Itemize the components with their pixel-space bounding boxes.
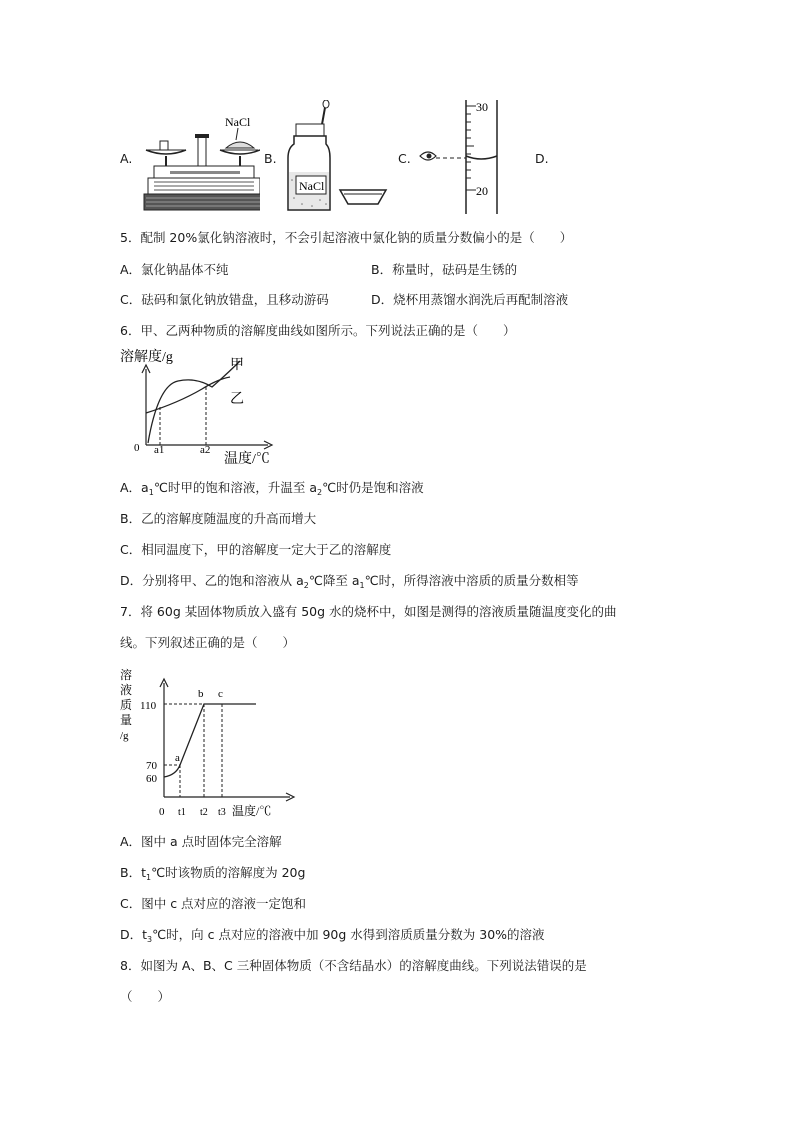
chart-origin-label: 0	[134, 442, 140, 454]
chart-x-label: 温度/℃	[224, 452, 270, 465]
balance-scale-figure	[140, 108, 260, 214]
x-axis-label: 温度/℃	[232, 804, 272, 818]
point-b-label: b	[198, 688, 204, 700]
graduated-cylinder-figure	[414, 98, 504, 216]
q6-option-b: B．乙的溶解度随温度的升高而增大	[120, 511, 317, 526]
series-jia-label: 甲	[230, 358, 244, 373]
y-label-char-1: 溶	[120, 668, 133, 682]
option-d-label: D.	[535, 151, 549, 166]
bottle-nacl-label: NaCl	[299, 179, 325, 193]
q6-option-a: A．$a_1℃$时甲的饱和溶液，升温至 $a_2℃$时仍是饱和溶液	[120, 480, 424, 497]
y-label-unit: /g	[120, 730, 129, 742]
solution-mass-curve	[164, 704, 256, 777]
question-8-bracket: （ ）	[120, 989, 171, 1004]
option-c-label: C.	[398, 151, 411, 166]
balance-nacl-label: NaCl	[225, 115, 251, 129]
reagent-bottle-figure	[282, 100, 392, 214]
q7-option-a: A．图中 a 点时固体完全溶解	[120, 834, 282, 849]
series-yi-label: 乙	[230, 392, 244, 407]
q6-option-d: D．分别将甲、乙的饱和溶液从 $a_2℃$降至 $a_1℃$时，所得溶液中溶质的质量分数相等	[120, 573, 579, 590]
option-a-label: A.	[120, 151, 133, 166]
tick-a1-label: a1	[154, 444, 165, 456]
x-tick-t3: t3	[218, 807, 226, 818]
q5-option-a: A．氯化钠晶体不纯	[120, 262, 229, 277]
option-b-label: B.	[264, 151, 277, 166]
solution-mass-chart	[118, 665, 298, 820]
y-tick-70: 70	[146, 760, 157, 772]
question-7-stem-line1: 7．将 60g 某固体物质放入盛有 50g 水的烧杯中，如图是测得的溶液质量随温度变化的曲	[120, 604, 617, 619]
chart-y-label: 溶解度/g	[120, 350, 173, 365]
q5-option-d: D．烧杯用蒸馏水润洗后再配制溶液	[371, 292, 569, 307]
tick-a2-label: a2	[200, 444, 211, 456]
series-jia-curve	[148, 361, 240, 443]
q5-option-c: C．砝码和氯化钠放错盘，且移动游码	[120, 292, 329, 307]
y-label-char-3: 质	[120, 698, 133, 712]
y-label-char-2: 液	[120, 683, 133, 697]
question-8-stem: 8．如图为 A、B、C 三种固体物质（不含结晶水）的溶解度曲线。下列说法错误的是	[120, 958, 587, 973]
cylinder-tick-30: 30	[476, 100, 488, 114]
q7-option-b: B．$t_1℃$时该物质的溶解度为 20g	[120, 865, 306, 882]
q5-option-b: B．称量时，砝码是生锈的	[371, 262, 518, 277]
x-origin-label: 0	[159, 806, 165, 818]
y-label-char-4: 量	[120, 713, 133, 727]
solubility-curve-chart	[118, 345, 298, 465]
y-tick-110: 110	[140, 700, 157, 712]
x-tick-t1: t1	[178, 807, 186, 818]
point-a-label: a	[175, 752, 180, 764]
question-7-stem-line2: 线。下列叙述正确的是（ ）	[120, 635, 296, 650]
question-5-stem: 5．配制 20%氯化钠溶液时，不会引起溶液中氯化钠的质量分数偏小的是（ ）	[120, 230, 573, 245]
q7-option-c: C．图中 c 点对应的溶液一定饱和	[120, 896, 307, 911]
q6-option-c: C．相同温度下，甲的溶解度一定大于乙的溶解度	[120, 542, 392, 557]
q7-option-d: D．$t_3℃$时，向 c 点对应的溶液中加 90g 水得到溶质质量分数为 30%的溶液	[120, 927, 545, 944]
y-tick-60: 60	[146, 773, 157, 785]
x-tick-t2: t2	[200, 807, 208, 818]
cylinder-tick-20: 20	[476, 184, 488, 198]
point-c-label: c	[218, 688, 223, 700]
question-6-stem: 6．甲、乙两种物质的溶解度曲线如图所示。下列说法正确的是（ ）	[120, 323, 516, 338]
